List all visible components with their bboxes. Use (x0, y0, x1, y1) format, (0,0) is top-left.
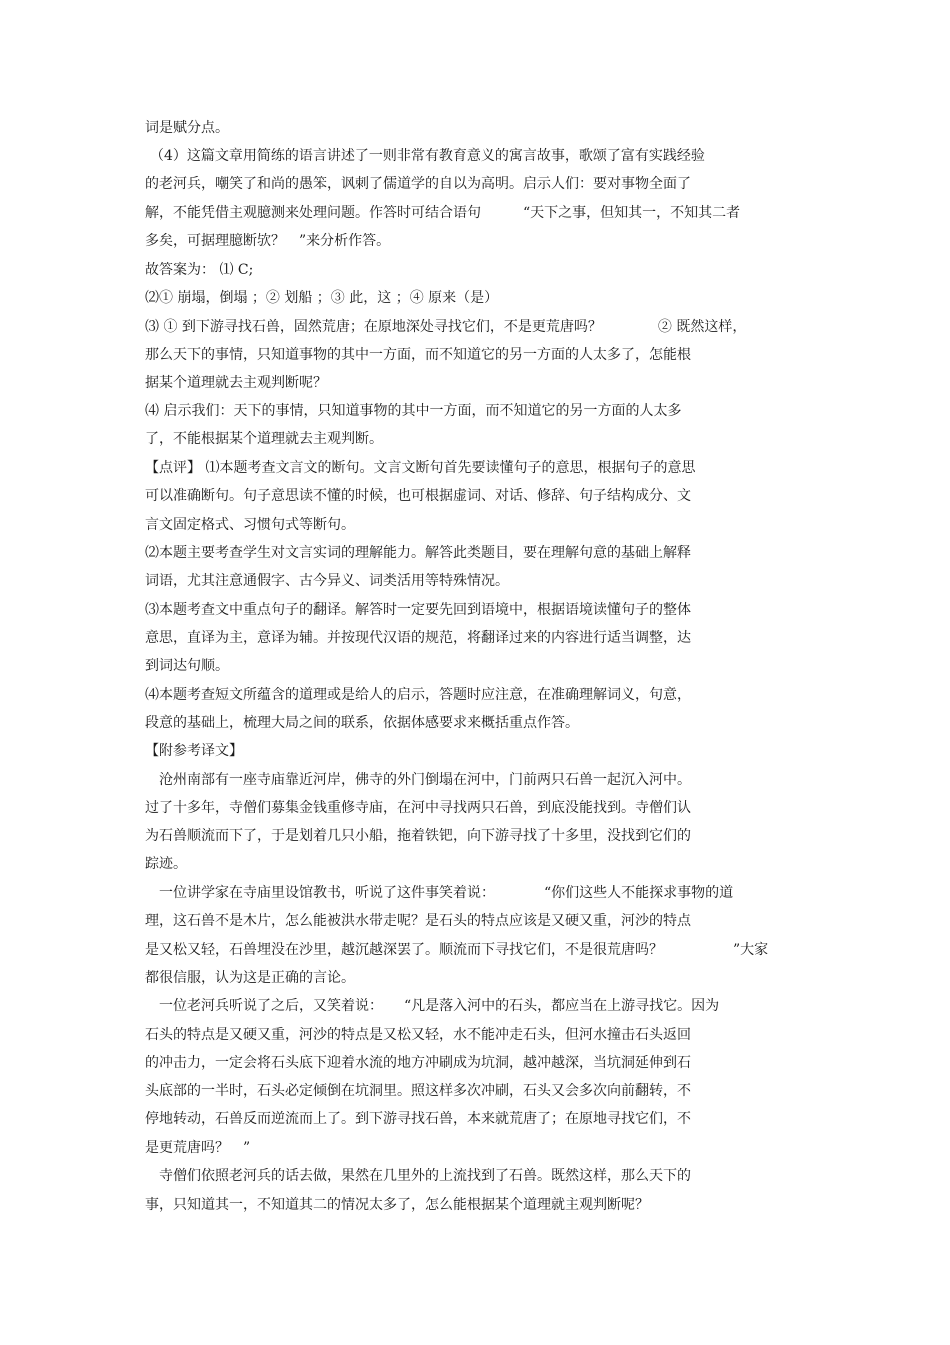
text-line: 故答案为： ⑴ C; (145, 262, 254, 278)
section-heading: 【附参考译文】 (145, 743, 243, 759)
text-line: 多矣，可据理臆断欤？ ”来分析作答。 (145, 233, 391, 249)
text-line: 的冲击力，一定会将石头底下迎着水流的地方冲刷成为坑洞，越冲越深，当坑洞延伸到石 (145, 1055, 691, 1071)
text-line: 词是赋分点。 (145, 120, 229, 136)
text-line: 言文固定格式、习惯句式等断句。 (145, 517, 355, 533)
text-line: ⑵本题主要考查学生对文言实词的理解能力。解答此类题目，要在理解句意的基础上解释 (145, 545, 691, 561)
text-line: 一位讲学家在寺庙里设馆教书，听说了这件事笑着说： “你们这些人不能探求事物的道 (145, 885, 734, 901)
text-line: 事，只知道其一，不知道其二的情况太多了，怎么能根据某个道理就主观判断呢？ (145, 1197, 649, 1213)
text-line: 【点评】 ⑴本题考查文言文的断句。文言文断句首先要读懂句子的意思，根据句子的意思 (145, 460, 696, 476)
text-line: 是更荒唐吗？ ” (145, 1140, 251, 1156)
text-line: ⑷本题考查短文所蕴含的道理或是给人的启示，答题时应注意，在准确理解词义，句意， (145, 687, 691, 703)
text-line: 沧州南部有一座寺庙靠近河岸，佛寺的外门倒塌在河中，门前两只石兽一起沉入河中。 (145, 772, 691, 788)
text-line: 理，这石兽不是木片，怎么能被洪水带走呢？是石头的特点应该是又硬又重，河沙的特点 (145, 913, 691, 929)
text-line: 寺僧们依照老河兵的话去做，果然在几里外的上流找到了石兽。既然这样，那么天下的 (145, 1168, 691, 1184)
text-line: ⑵① 崩塌，倒塌 ；② 划船 ；③ 此，这 ；④ 原来（是） (145, 290, 499, 306)
text-line: ⑶ ① 到下游寻找石兽，固然荒唐；在原地深处寻找它们，不是更荒唐吗？ ② 既然这样， (145, 319, 747, 335)
text-line: （4）这篇文章用简练的语言讲述了一则非常有教育意义的寓言故事，歌颂了富有实践经验 (150, 148, 705, 164)
text-line: 的老河兵，嘲笑了和尚的愚笨，讽刺了儒道学的自以为高明。启示人们：要对事物全面了 (145, 176, 691, 192)
text-line: ⑷ 启示我们：天下的事情，只知道事物的其中一方面，而不知道它的另一方面的人太多 (145, 403, 682, 419)
text-line: 停地转动，石兽反而逆流而上了。到下游寻找石兽，本来就荒唐了；在原地寻找它们，不 (145, 1111, 691, 1127)
text-line: 据某个道理就去主观判断呢？ (145, 375, 327, 391)
text-line: 意思，直译为主，意译为辅。并按现代汉语的规范，将翻译过来的内容进行适当调整，达 (145, 630, 691, 646)
text-line: 可以准确断句。句子意思读不懂的时候，也可根据虚词、对话、修辞、句子结构成分、文 (145, 488, 691, 504)
text-line: 到词达句顺。 (145, 658, 229, 674)
text-line: 词语，尤其注意通假字、古今异义、词类活用等特殊情况。 (145, 573, 509, 589)
text-line: 那么天下的事情，只知道事物的其中一方面，而不知道它的另一方面的人太多了，怎能根 (145, 347, 691, 363)
text-line: 过了十多年，寺僧们募集金钱重修寺庙，在河中寻找两只石兽，到底没能找到。寺僧们认 (145, 800, 691, 816)
text-line: 为石兽顺流而下了，于是划着几只小船，拖着铁钯，向下游寻找了十多里，没找到它们的 (145, 828, 691, 844)
text-line: 段意的基础上，梳理大局之间的联系，依据体感要求来概括重点作答。 (145, 715, 579, 731)
text-line: 都很信服，认为这是正确的言论。 (145, 970, 355, 986)
text-line: 了，不能根据某个道理就去主观判断。 (145, 431, 383, 447)
text-line: ⑶本题考查文中重点句子的翻译。解答时一定要先回到语境中，根据语境读懂句子的整体 (145, 602, 691, 618)
text-line: 石头的特点是又硬又重，河沙的特点是又松又轻，水不能冲走石头，但河水撞击石头返回 (145, 1027, 691, 1043)
text-line: 是又松又轻，石兽埋没在沙里，越沉越深罢了。顺流而下寻找它们，不是很荒唐吗？ ”大家 (145, 942, 769, 958)
text-line: 踪迹。 (145, 856, 187, 872)
text-line: 一位老河兵听说了之后，又笑着说： “凡是落入河中的石头，都应当在上游寻找它。因为 (145, 998, 720, 1014)
text-line: 解，不能凭借主观臆测来处理问题。作答时可结合语句 “天下之事，但知其一，不知其二者 (145, 205, 741, 221)
text-line: 头底部的一半时，石头必定倾倒在坑洞里。照这样多次冲刷，石头又会多次向前翻转，不 (145, 1083, 691, 1099)
